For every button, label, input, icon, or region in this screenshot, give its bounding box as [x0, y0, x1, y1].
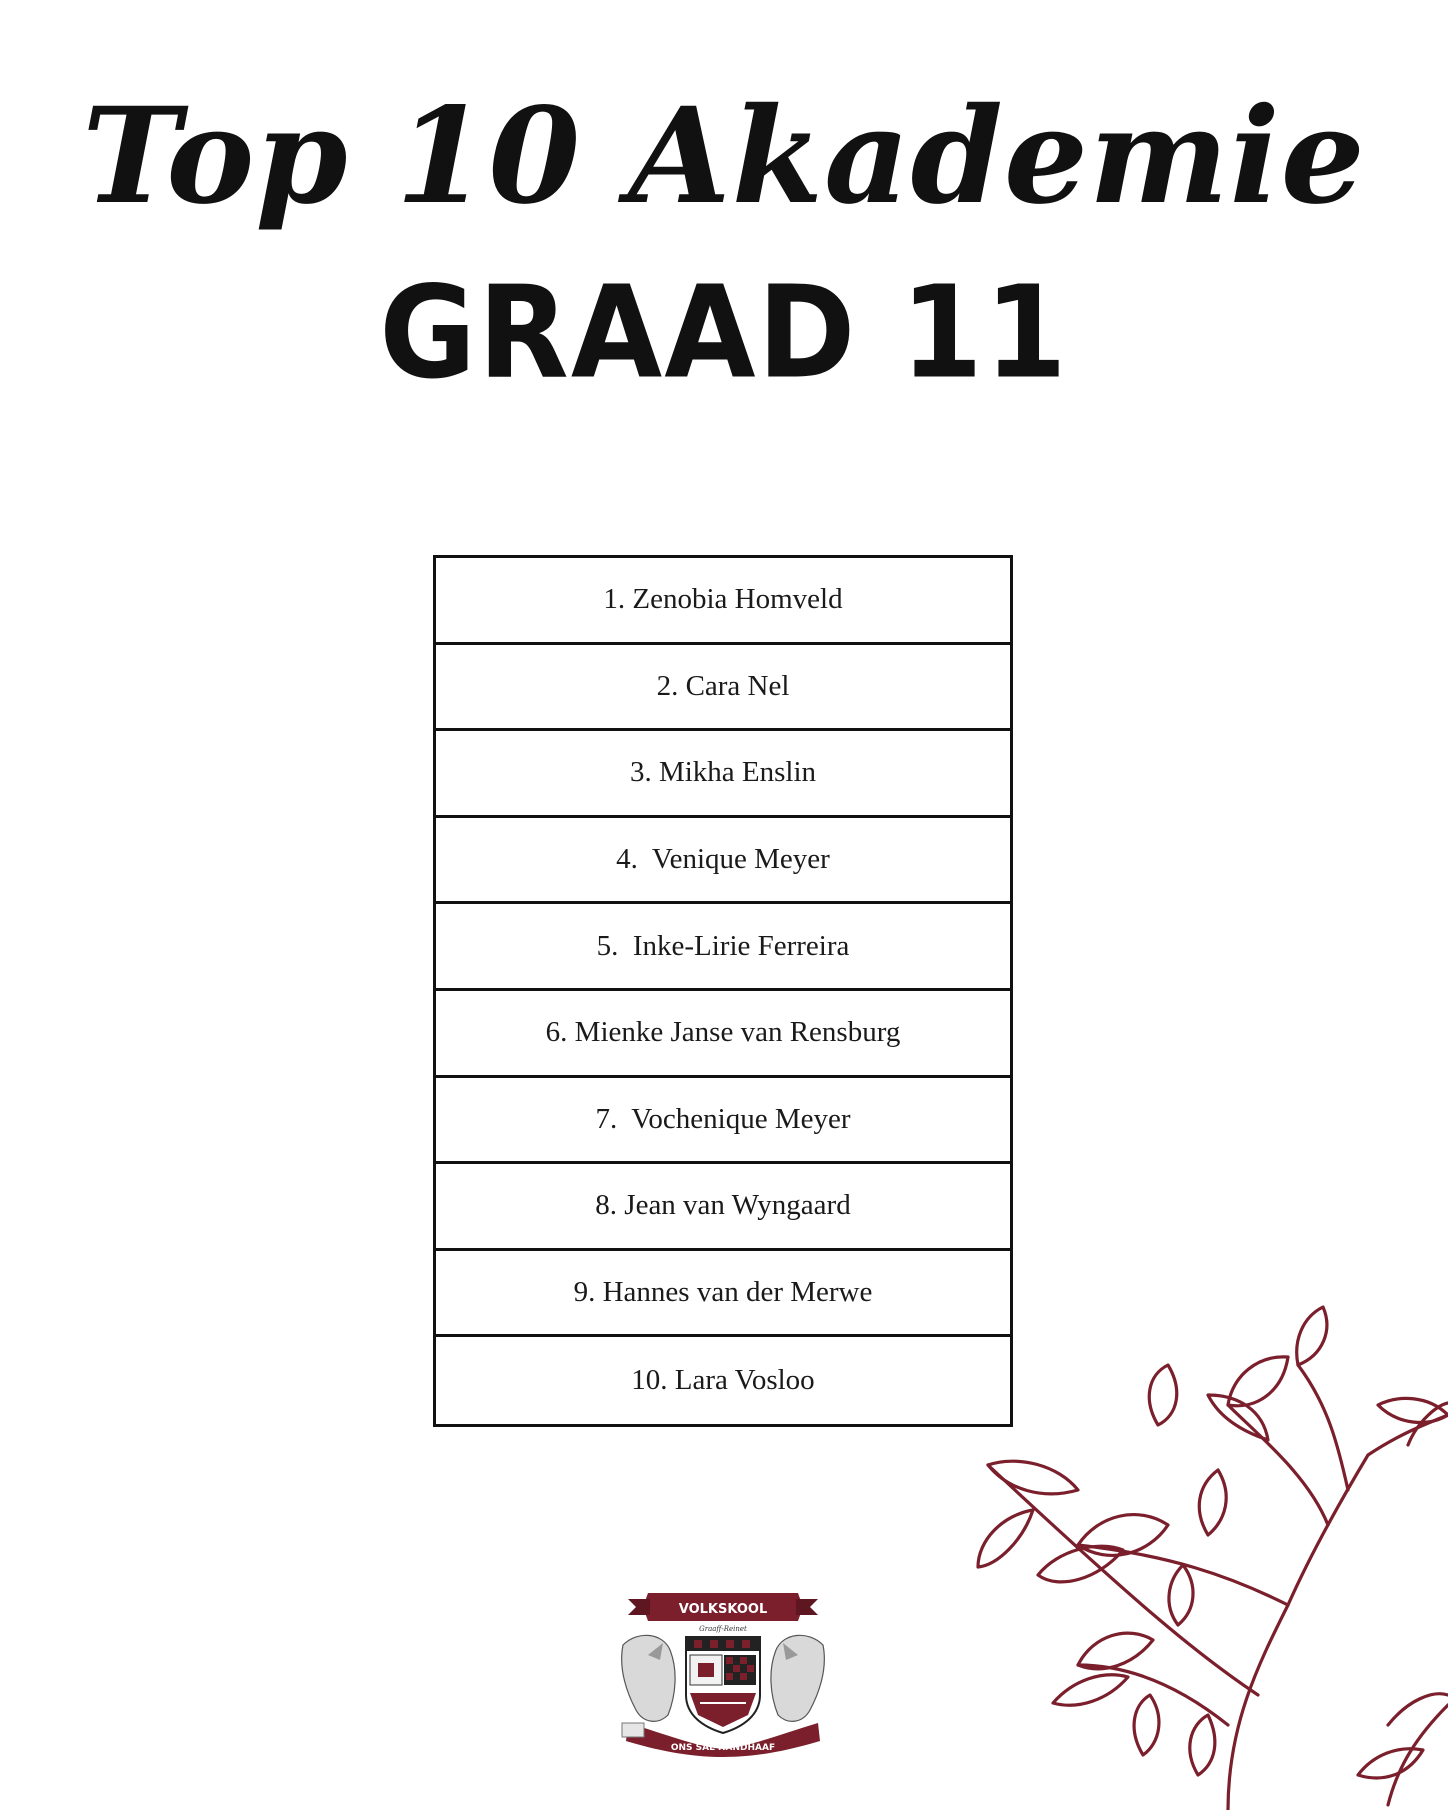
ranking-table — [433, 555, 1013, 1427]
table-row: 6. Mienke Janse van Rensburg — [436, 991, 1010, 1078]
table-row: 2. Cara Nel — [436, 645, 1010, 732]
page-subtitle-grade: GRAAD 11 — [379, 257, 1069, 407]
table-row: 4. Venique Meyer — [436, 818, 1010, 905]
school-crest-logo — [608, 1585, 838, 1757]
table-row: 8. Jean van Wyngaard — [436, 1164, 1010, 1251]
svg-text:VOLKSKOOL: VOLKSKOOL — [678, 1602, 768, 1617]
vine-decoration-icon — [928, 1305, 1448, 1810]
table-row: 10. Lara Vosloo — [631, 1364, 815, 1397]
table-row: 7. Vochenique Meyer — [436, 1078, 1010, 1165]
page-title-script: Top 10 Akademie — [82, 79, 1366, 234]
svg-text:Graaff-Reinet: Graaff-Reinet — [699, 1625, 747, 1633]
table-row: 3. Mikha Enslin — [436, 731, 1010, 818]
table-row: 5. Inke-Lirie Ferreira — [436, 904, 1010, 991]
table-row: 1. Zenobia Homveld — [436, 558, 1010, 645]
svg-text:ONS SAL HANDHAAF: ONS SAL HANDHAAF — [670, 1743, 776, 1753]
table-row: 9. Hannes van der Merwe — [436, 1251, 1010, 1338]
